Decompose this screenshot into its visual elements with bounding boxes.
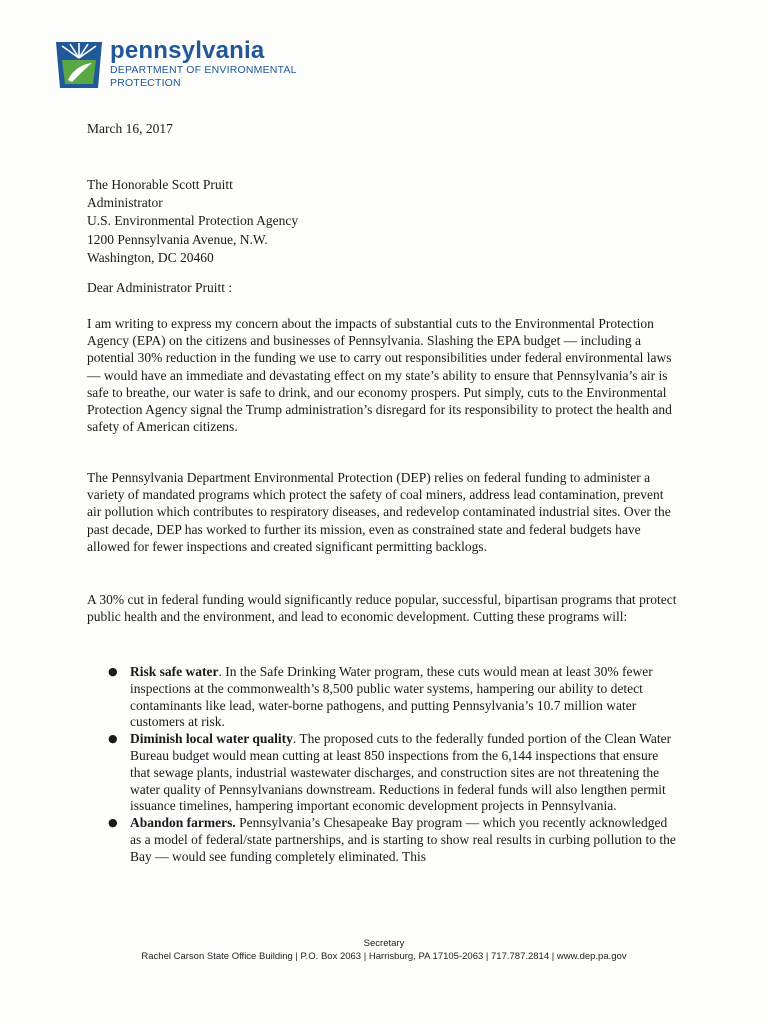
bullet-text: Pennsylvania’s Chesapeake Bay program — which you recently acknowledged as a model of federal/state partnerships, and is starting to show real results in curbing pollution to the Bay — would see funding completely eliminated. This: [130, 815, 676, 864]
recipient-organization: U.S. Environmental Protection Agency: [87, 213, 299, 229]
recipient-name: The Honorable Scott Pruitt: [87, 177, 233, 192]
body-paragraph-3: A 30% cut in federal funding would significantly reduce popular, successful, bipartisan programs that protect public health and the environment, and lead to economic development. Cutting these programs will:: [87, 592, 677, 625]
bullet-lead: Diminish local water quality: [130, 731, 293, 747]
salutation: Dear Administrator Pruitt :: [87, 280, 233, 295]
brand-state-name: pennsylvania: [110, 37, 265, 64]
list-item: [108, 731, 678, 815]
bullet-lead: Risk safe water: [130, 664, 219, 679]
bullet-icon: ●: [108, 816, 118, 830]
footer-title: Secretary: [363, 938, 405, 949]
recipient-title: Administrator: [87, 195, 163, 211]
brand-block: [110, 38, 320, 90]
recipient-city: Washington, DC 20460: [87, 249, 214, 265]
bullet-icon: ●: [108, 732, 118, 746]
brand-department-name: DEPARTMENT OF ENVIRONMENTAL PROTECTION: [110, 64, 297, 89]
bullet-text: . In the Safe Drinking Water program, these cuts would mean at least 30% fewer inspections at the commonwealth’s 8,500 public water systems, hampering our ability to detect contaminants like lead, water-borne pathogens, and putting Pennsylvania’s 10.7 million water customers at risk.: [130, 664, 653, 730]
pennsylvania-keystone-logo-icon: [54, 38, 104, 92]
body-paragraph-1: I am writing to express my concern about the impacts of substantial cuts to the Environmental Protection Agency (EPA) on the citizens and businesses of Pennsylvania. Slashing the EPA budget — including a potential 30% reduction in the funding we use to carry out responsibilities under federal environmental laws — would have an immediate and devastating effect on my state’s ability to ensure that Pennsylvania’s air is safe to breathe, our water is safe to drink, and our economy prospers. Put simply, cuts to the Environmental Protection Agency signal the Trump administration’s disregard for its responsibility to protect the health and safety of American citizens.: [87, 316, 672, 435]
impact-bullet-list: [108, 664, 678, 866]
letter-date: March 16, 2017: [87, 121, 173, 136]
bullet-lead: Abandon farmers.: [130, 815, 236, 831]
bullet-text: . The proposed cuts to the federally funded portion of the Clean Water Bureau budget would mean cutting at least 850 inspections from the 6,144 inspections that ensure that sewage plants, industrial wastewater discharges, and construction sites are not threatening the water quality of Pennsylvanians downstream. Reductions in federal funds will also lengthen permit issuance timelines, hampering important economic development projects in Pennsylvania.: [130, 731, 672, 814]
body-paragraph-2: The Pennsylvania Department Environmental Protection (DEP) relies on federal funding to administer a variety of mandated programs which protect the safety of coal miners, address lead contamination, prevent air pollution which contributes to respiratory diseases, and redevelop contaminated industrial sites. Over the past decade, DEP has worked to further its mission, even as constrained state and federal budgets have allowed for fewer inspections and created significant permitting backlogs.: [87, 470, 671, 554]
recipient-address: [87, 176, 298, 267]
list-item: [108, 664, 678, 731]
footer-address: Rachel Carson State Office Building | P.O. Box 2063 | Harrisburg, PA 17105-2063 | 717.787.2814 | www.dep.pa.gov: [141, 951, 627, 962]
bullet-icon: ●: [108, 665, 118, 678]
list-item: [108, 815, 678, 865]
recipient-street: 1200 Pennsylvania Avenue, N.W.: [87, 231, 268, 247]
letterhead: [54, 38, 354, 94]
